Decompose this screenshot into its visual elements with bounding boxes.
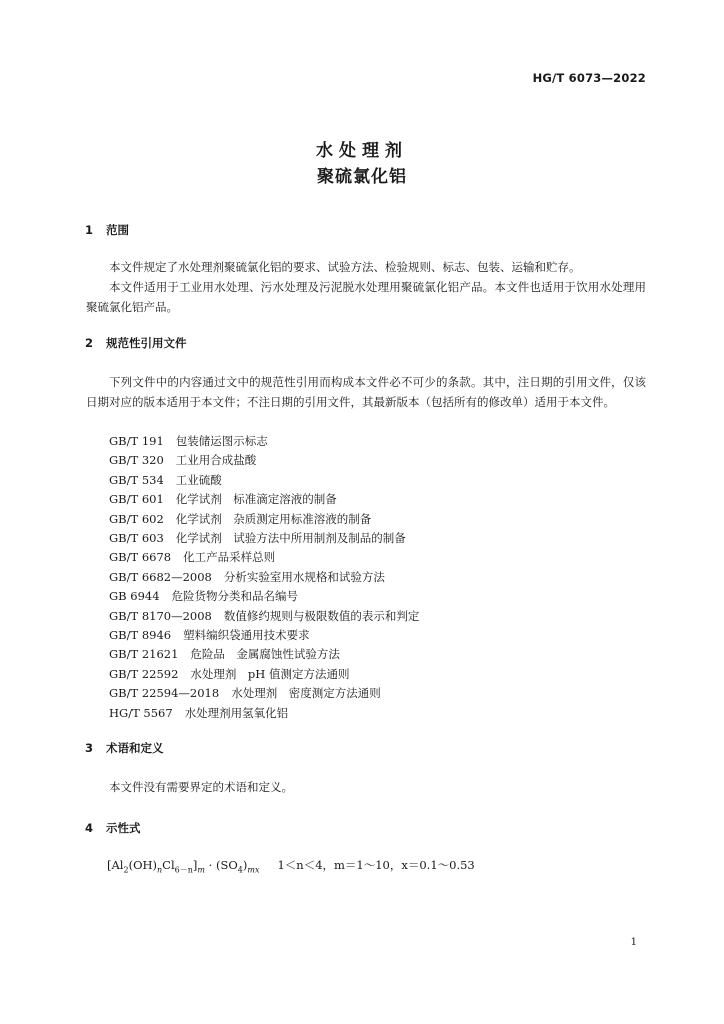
- section-title: 规范性引用文件: [106, 336, 187, 350]
- section-title: 示性式: [106, 821, 141, 835]
- reference-code: HG/T 5567: [109, 705, 173, 720]
- formula-cl-subscript: 6－n: [174, 865, 193, 875]
- section-number: 3: [85, 741, 94, 755]
- title-line-1: 水处理剂: [316, 141, 408, 161]
- reference-item: [109, 607, 419, 626]
- section-number: 4: [85, 821, 94, 835]
- reference-title: 工业用合成盐酸: [175, 453, 257, 468]
- reference-code: GB/T 191: [109, 434, 164, 448]
- reference-title: 塑料编织袋通用技术要求: [183, 628, 310, 643]
- reference-title: 分析实验室用水规格和试验方法: [223, 569, 385, 584]
- section-number: 1: [85, 223, 94, 237]
- reference-code: GB/T 603: [109, 531, 164, 546]
- reference-code: GB/T 534: [109, 472, 164, 487]
- reference-title: 工业硫酸: [175, 472, 222, 487]
- formula-oh: (OH): [128, 858, 158, 872]
- reference-code: GB/T 6678: [109, 550, 172, 565]
- chemical-formula: [107, 857, 475, 875]
- reference-item: [109, 626, 419, 645]
- reference-item: [109, 432, 419, 451]
- reference-item: [109, 471, 419, 490]
- reference-item: [109, 490, 419, 509]
- reference-code: GB 6944: [109, 589, 160, 604]
- formula-mx-subscript: mx: [247, 865, 260, 875]
- reference-code: GB/T 22592: [109, 666, 179, 681]
- formula-so4: (SO: [215, 858, 238, 872]
- reference-title: 化工产品采样总则: [183, 550, 276, 565]
- reference-item: [109, 548, 419, 567]
- reference-title: 危险货物分类和品名编号: [171, 589, 299, 604]
- reference-code: GB/T 602: [109, 511, 164, 526]
- reference-title: 化学试剂 试验方法中所用制剂及制品的制备: [175, 531, 406, 546]
- reference-title: 水处理剂 密度测定方法通则: [231, 686, 381, 701]
- reference-item: [109, 704, 419, 723]
- formula-al-subscript: 2: [123, 865, 129, 875]
- reference-title: 包装储运图示标志: [175, 434, 268, 448]
- reference-code: GB/T 320: [109, 453, 164, 468]
- normative-intro: 下列文件中的内容通过文中的规范性引用而构成本文件必不可少的条款。其中，注日期的引用文件，仅该日期对应的版本适用于本文件；不注日期的引用文件，其最新版本（包括所有的修改单）适用于本文件。: [86, 375, 646, 409]
- formula-paren-close: ): [242, 858, 248, 872]
- terms-paragraph: 本文件没有需要界定的术语和定义。: [109, 780, 293, 794]
- section-3-heading: [85, 740, 164, 756]
- page-number: 1: [630, 937, 637, 948]
- section-2-heading: [85, 335, 187, 351]
- reference-item: [109, 665, 419, 684]
- title-line-2: 聚硫氯化铝: [317, 167, 407, 187]
- formula-al: Al: [111, 858, 124, 872]
- reference-list: [109, 432, 419, 723]
- section-1-heading: [85, 222, 129, 238]
- formula-conditions: 1＜n＜4，m＝1～10，x＝0.1～0.53: [277, 858, 475, 872]
- reference-code: GB/T 601: [109, 492, 164, 507]
- reference-code: GB/T 6682—2008: [109, 569, 212, 584]
- reference-code: GB/T 22594—2018: [109, 686, 220, 701]
- formula-dot: ·: [205, 858, 216, 872]
- reference-item: [109, 451, 419, 470]
- scope-paragraph-2: 本文件适用于工业用水处理、污水处理及污泥脱水处理用聚硫氯化铝产品。本文件也适用于饮用水处理用聚硫氯化铝产品。: [86, 280, 646, 314]
- doc-code: HG/T 6073—2022: [532, 71, 646, 85]
- reference-title: 危险品 金属腐蚀性试验方法: [190, 647, 340, 662]
- reference-item: [109, 587, 419, 606]
- reference-code: GB/T 8170—2008: [109, 608, 212, 623]
- formula-m-subscript: m: [197, 865, 205, 875]
- formula-so4-subscript: 4: [237, 865, 243, 875]
- reference-item: [109, 529, 419, 548]
- formula-n-subscript: n: [157, 865, 163, 875]
- section-4-heading: [85, 820, 141, 836]
- reference-item: [109, 645, 419, 664]
- reference-item: [109, 510, 419, 529]
- formula-bracket-open: [: [107, 858, 112, 872]
- reference-title: 化学试剂 杂质测定用标准溶液的制备: [175, 511, 372, 526]
- section-title: 范围: [106, 223, 129, 237]
- reference-code: GB/T 21621: [109, 647, 179, 662]
- scope-paragraph-1: 本文件规定了水处理剂聚硫氯化铝的要求、试验方法、检验规则、标志、包装、运输和贮存。: [109, 260, 581, 274]
- formula-cl: Cl: [162, 858, 175, 872]
- reference-title: 数值修约规则与极限数值的表示和判定: [223, 608, 420, 623]
- section-title: 术语和定义: [106, 741, 164, 755]
- reference-code: GB/T 8946: [109, 628, 172, 643]
- reference-title: 水处理剂用氢氧化铝: [184, 705, 289, 720]
- reference-title: 水处理剂 pH 值测定方法通则: [190, 666, 350, 681]
- reference-title: 化学试剂 标准滴定溶液的制备: [175, 492, 337, 507]
- section-number: 2: [85, 336, 94, 350]
- formula-bracket-close: ]: [192, 858, 198, 872]
- reference-item: [109, 684, 419, 703]
- reference-item: [109, 568, 419, 587]
